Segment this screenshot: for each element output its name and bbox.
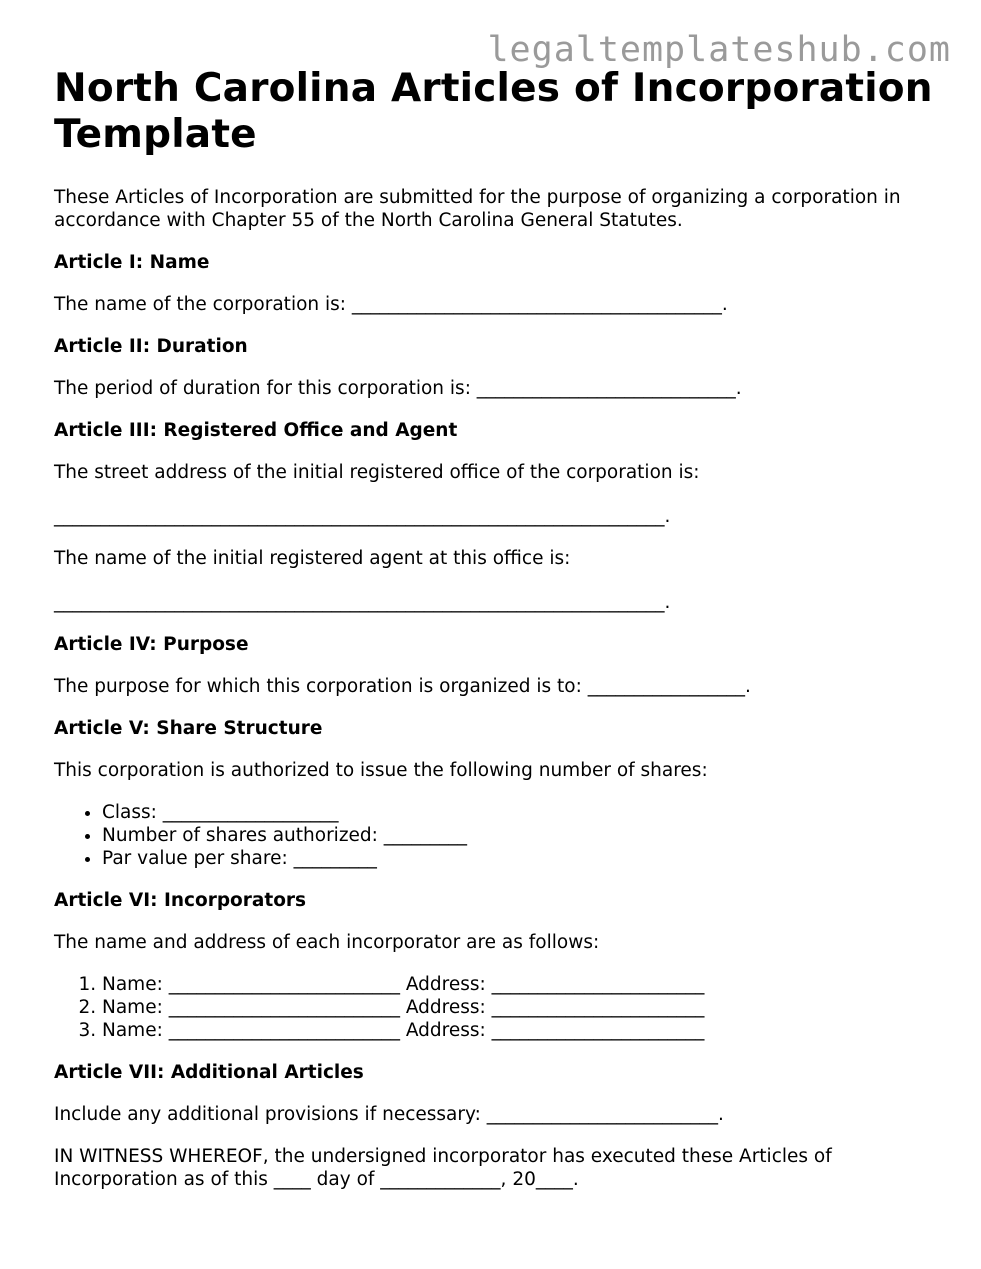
incorporators-list — [54, 973, 934, 1042]
list-item: • Par value per share: _________ — [102, 847, 934, 870]
article-4-heading: Article IV: Purpose — [54, 634, 249, 655]
article-5-text: This corporation is authorized to issue the following number of shares: — [54, 760, 708, 781]
article-3-agent-blank: __________________________________________________________________. — [54, 592, 671, 613]
list-item: • Class: ___________________ — [102, 801, 934, 824]
share-structure-list — [54, 801, 934, 870]
document-body — [54, 66, 934, 1191]
article-7-heading: Article VII: Additional Articles — [54, 1062, 364, 1083]
article-7-text: Include any additional provisions if necessary: _________________________. — [54, 1104, 724, 1125]
article-5-heading: Article V: Share Structure — [54, 718, 323, 739]
article-3-office-blank: __________________________________________________________________. — [54, 506, 671, 527]
list-item: 1. Name: _________________________ Address: _______________________ — [102, 973, 934, 996]
intro-paragraph: These Articles of Incorporation are submitted for the purpose of organizing a corporation in accordance with Chapter 55 of the North Carolina General Statutes. — [54, 187, 901, 231]
list-item: 2. Name: _________________________ Address: _______________________ — [102, 996, 934, 1019]
article-6-text: The name and address of each incorporator are as follows: — [54, 932, 600, 953]
article-1-heading: Article I: Name — [54, 252, 210, 273]
list-item: • Number of shares authorized: _________ — [102, 824, 934, 847]
article-3-agent-text: The name of the initial registered agent at this office is: — [54, 548, 571, 569]
witness-paragraph: IN WITNESS WHEREOF, the undersigned incorporator has executed these Articles of Incorporation as of this ____ day of _____________, 20____. — [54, 1146, 832, 1190]
article-2-text: The period of duration for this corporation is: ____________________________. — [54, 378, 742, 399]
list-item: 3. Name: _________________________ Address: _______________________ — [102, 1019, 934, 1042]
watermark: legaltemplateshub.com — [487, 30, 951, 70]
article-3-office-text: The street address of the initial registered office of the corporation is: — [54, 462, 700, 483]
page-title: North Carolina Articles of Incorporation Template — [54, 66, 933, 157]
article-6-heading: Article VI: Incorporators — [54, 890, 307, 911]
article-1-text: The name of the corporation is: ________________________________________. — [54, 294, 728, 315]
article-4-text: The purpose for which this corporation is organized is to: _________________. — [54, 676, 751, 697]
article-3-heading: Article III: Registered Office and Agent — [54, 420, 458, 441]
article-2-heading: Article II: Duration — [54, 336, 248, 357]
